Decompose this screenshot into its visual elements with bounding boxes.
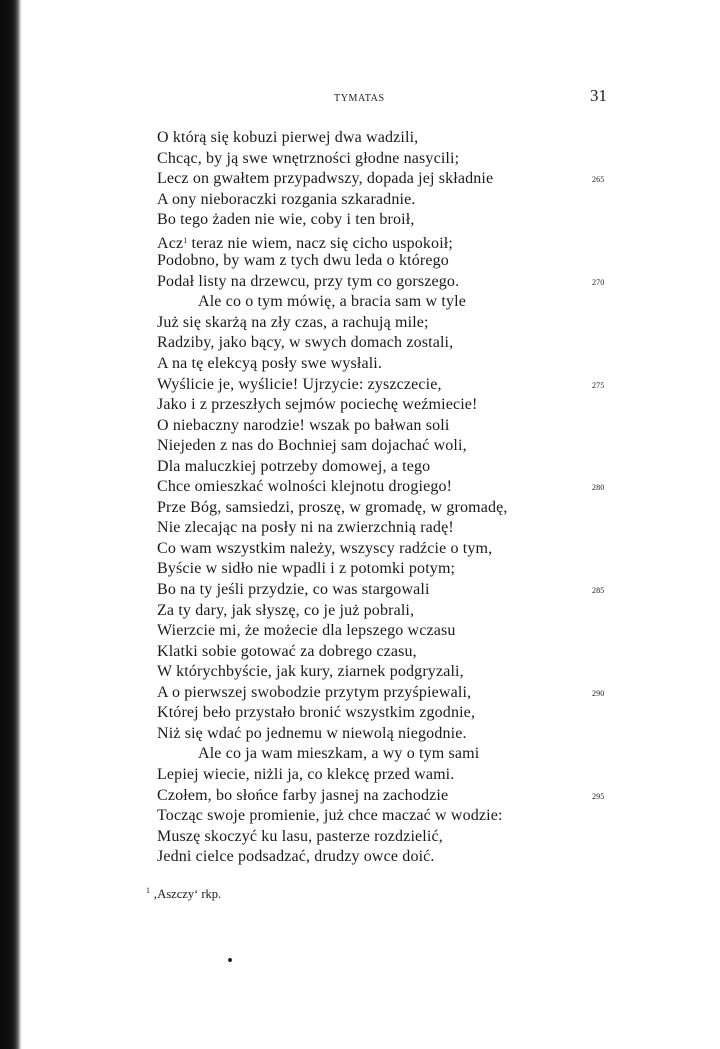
verse-line xyxy=(157,169,617,190)
running-title: TYMATAS xyxy=(334,93,385,104)
verse-text: Bo na ty jeśli przydzie, co was stargowali xyxy=(157,581,430,599)
line-number: 280 xyxy=(592,483,605,493)
verse-text: A o pierwszej swobodzie przytym przyśpiewali, xyxy=(157,683,472,701)
verse-line xyxy=(157,210,617,231)
verse-text: Podobno, by wam z tych dwu leda o którego xyxy=(157,252,449,270)
verse-line xyxy=(157,313,617,334)
verse-text: Chcąc, by ją swe wnętrzności głodne nasycili; xyxy=(157,149,460,167)
verse-line xyxy=(157,724,617,745)
footnote-text: ‚Aszczy‘ rkp. xyxy=(150,887,222,901)
line-number: 265 xyxy=(592,175,605,185)
verse-text: Ale co ja wam mieszkam, a wy o tym sami xyxy=(198,745,480,763)
page-number: 31 xyxy=(590,86,607,105)
verse-text: A na tę elekcyą posły swe wysłali. xyxy=(157,355,383,373)
verse-line xyxy=(157,190,617,211)
footnote xyxy=(146,886,221,902)
verse-text: Wyślicie je, wyślicie! Ujrzycie: zyszczecie, xyxy=(157,375,442,393)
footnote-reference: 1 xyxy=(183,235,188,245)
verse-line xyxy=(157,601,617,622)
verse-text: Czołem, bo słońce farby jasnej na zachodzie xyxy=(157,786,449,804)
verse-text: Niejeden z nas do Bochniej sam dojachać woli, xyxy=(157,437,467,455)
verse-line xyxy=(157,827,617,848)
verse-line xyxy=(157,416,617,437)
verse-line xyxy=(157,518,617,539)
verse-text: Byście w sidło nie wpadli i z potomki potym; xyxy=(157,560,456,578)
verse-text: W którychbyście, jak kury, ziarnek podgryzali, xyxy=(157,663,464,681)
verse-text: Jedni cielce podsadzać, drudzy owce doić. xyxy=(157,848,435,866)
verse-line xyxy=(157,128,617,149)
page-header xyxy=(0,86,720,110)
verse-line xyxy=(157,251,617,272)
verse-text: Klatki sobie gotować za dobrego czasu, xyxy=(157,642,417,660)
verse-line xyxy=(157,436,617,457)
verse-line xyxy=(157,621,617,642)
line-number: 270 xyxy=(592,277,605,287)
verse-line xyxy=(157,703,617,724)
book-binding-edge xyxy=(0,0,22,1049)
verse-line xyxy=(157,786,617,807)
verse-text: Dla maluczkiej potrzeby domowej, a tego xyxy=(157,457,431,475)
verse-text: Za ty dary, jak słyszę, co je już pobrali, xyxy=(157,601,415,619)
footnote-marker: 1 xyxy=(146,886,150,895)
verse-text: Acz xyxy=(157,234,184,252)
verse-text: O niebaczny narodzie! wszak po bałwan soli xyxy=(157,416,450,434)
verse-line xyxy=(157,498,617,519)
verse-line xyxy=(157,231,617,252)
line-number: 285 xyxy=(592,586,605,596)
verse-text: Co wam wszystkim należy, wszyscy radźcie o tym, xyxy=(157,539,493,557)
verse-line xyxy=(157,272,617,293)
verse-line xyxy=(157,847,617,868)
verse-text: Nie zlecając na posły ni na zwierzchnią radę! xyxy=(157,519,454,537)
verse-line xyxy=(157,375,617,396)
ink-dot-mark xyxy=(228,958,232,962)
verse-text: Chce omieszkać wolności klejnotu drogiego! xyxy=(157,478,453,496)
verse-text: Niż się wdać po jednemu w niewolą niegodnie. xyxy=(157,724,467,742)
verse-text: Tocząc swoje promienie, już chce maczać w wodzie: xyxy=(157,807,503,825)
verse-line xyxy=(157,744,617,765)
verse-text: Wierzcie mi, że możecie dla lepszego wczasu xyxy=(157,622,456,640)
line-number: 290 xyxy=(592,688,605,698)
verse-text: Której beło przystało bronić wszystkim zgodnie, xyxy=(157,704,476,722)
verse-line xyxy=(157,149,617,170)
verse-text: A ony nieboraczki rozgania szkaradnie. xyxy=(157,190,416,208)
poem-text xyxy=(157,128,617,868)
verse-line xyxy=(157,333,617,354)
verse-line xyxy=(157,683,617,704)
verse-text: Lepiej wiecie, niżli ja, co klekcę przed wami. xyxy=(157,765,455,783)
verse-line xyxy=(157,457,617,478)
verse-line xyxy=(157,765,617,786)
verse-line xyxy=(157,559,617,580)
verse-text: Jako i z przeszłych sejmów pociechę weźmiecie! xyxy=(157,396,478,414)
verse-line xyxy=(157,662,617,683)
verse-line xyxy=(157,806,617,827)
verse-text: Podał listy na drzewcu, przy tym co gorszego. xyxy=(157,272,460,290)
verse-line xyxy=(157,580,617,601)
verse-line xyxy=(157,354,617,375)
line-number: 275 xyxy=(592,380,605,390)
verse-text: Radziby, jako bący, w swych domach zostali, xyxy=(157,334,454,352)
verse-text: Muszę skoczyć ku lasu, pasterze rozdzielić, xyxy=(157,827,443,845)
verse-text: Już się skarżą na zły czas, a rachują mile; xyxy=(157,313,429,331)
line-number: 295 xyxy=(592,791,605,801)
verse-text-continued: teraz nie wiem, nacz się cicho uspokoił; xyxy=(187,234,453,252)
verse-text: O którą się kobuzi pierwej dwa wadzili, xyxy=(157,129,419,146)
verse-line xyxy=(157,395,617,416)
verse-line xyxy=(157,292,617,313)
verse-text: Bo tego żaden nie wie, coby i ten broił, xyxy=(157,211,415,229)
verse-text: Prze Bóg, samsiedzi, proszę, w gromadę, w gromadę, xyxy=(157,498,508,516)
verse-line xyxy=(157,642,617,663)
verse-text: Ale co o tym mówię, a bracia sam w tyle xyxy=(198,293,466,311)
verse-text: Lecz on gwałtem przypadwszy, dopada jej składnie xyxy=(157,170,494,188)
verse-line xyxy=(157,477,617,498)
verse-line xyxy=(157,539,617,560)
